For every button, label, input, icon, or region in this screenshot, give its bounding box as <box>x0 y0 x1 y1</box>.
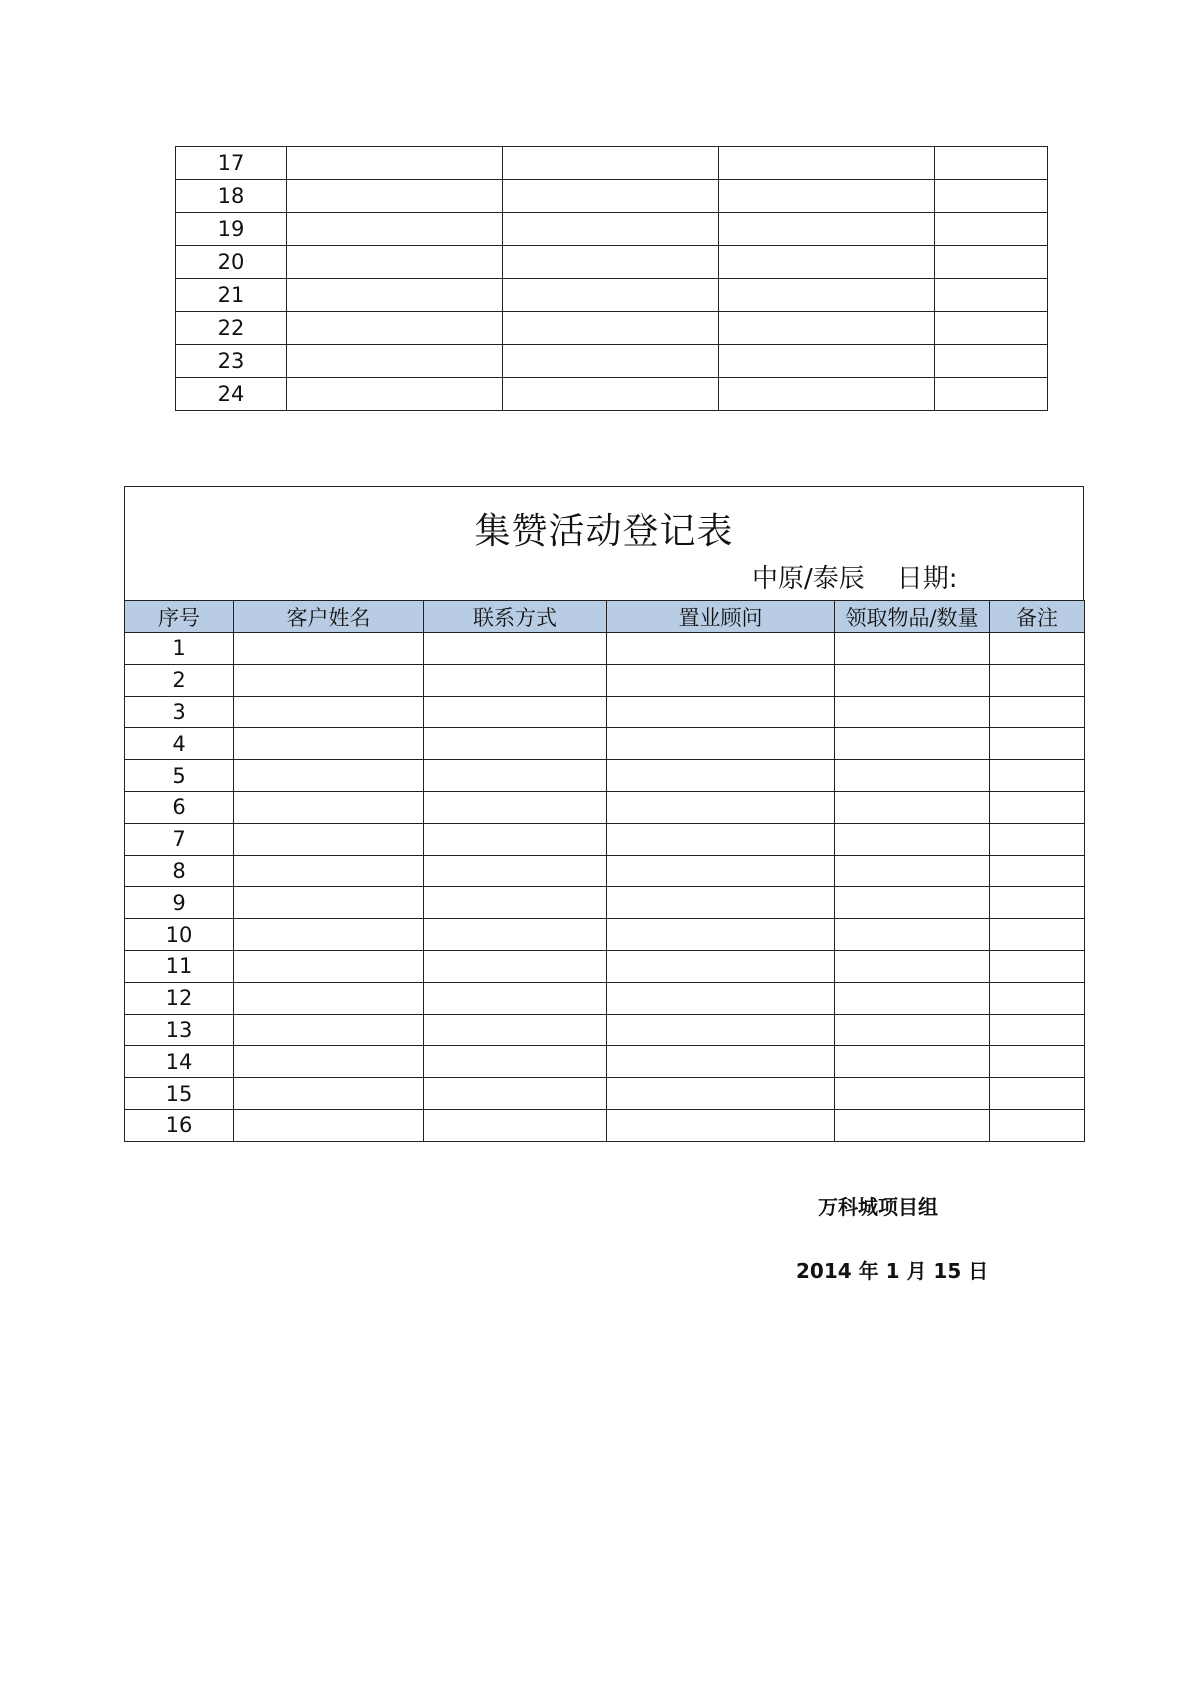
form-subtitle <box>752 558 958 595</box>
table-row <box>125 696 1085 728</box>
table-cell[interactable] <box>424 760 607 792</box>
table-cell[interactable] <box>607 1014 835 1046</box>
table-cell[interactable] <box>234 1014 424 1046</box>
table-cell[interactable] <box>835 919 990 951</box>
table-cell[interactable] <box>234 950 424 982</box>
row-number: 13 <box>125 1014 234 1046</box>
registration-form <box>124 486 1084 1142</box>
table-cell[interactable] <box>835 982 990 1014</box>
table-row <box>125 950 1085 982</box>
table-row <box>176 246 1048 279</box>
table-cell[interactable] <box>719 345 935 378</box>
table-row <box>125 760 1085 792</box>
table-cell[interactable] <box>234 982 424 1014</box>
row-number: 9 <box>125 887 234 919</box>
row-number: 17 <box>176 147 287 180</box>
table-cell[interactable] <box>424 950 607 982</box>
col-header-index: 序号 <box>125 601 234 633</box>
table-cell[interactable] <box>990 1046 1085 1078</box>
table-cell[interactable] <box>835 1109 990 1141</box>
table-cell[interactable] <box>835 1014 990 1046</box>
table-cell[interactable] <box>424 728 607 760</box>
header-row <box>125 601 1085 633</box>
table-cell[interactable] <box>503 312 719 345</box>
table-cell[interactable] <box>990 950 1085 982</box>
table-row <box>125 855 1085 887</box>
table-cell[interactable] <box>990 855 1085 887</box>
form-header <box>124 486 1084 600</box>
table-cell[interactable] <box>935 246 1048 279</box>
table-cell[interactable] <box>234 1078 424 1110</box>
col-header-remarks: 备注 <box>990 601 1085 633</box>
table-cell[interactable] <box>835 760 990 792</box>
table-cell[interactable] <box>424 855 607 887</box>
row-number: 10 <box>125 919 234 951</box>
table-cell[interactable] <box>990 1078 1085 1110</box>
row-number: 21 <box>176 279 287 312</box>
table-row <box>176 312 1048 345</box>
table-cell[interactable] <box>719 312 935 345</box>
table-cell[interactable] <box>719 213 935 246</box>
table-cell[interactable] <box>835 1046 990 1078</box>
row-number: 11 <box>125 950 234 982</box>
table-cell[interactable] <box>607 919 835 951</box>
table-cell[interactable] <box>234 696 424 728</box>
table-row <box>125 887 1085 919</box>
row-number: 24 <box>176 378 287 411</box>
table-cell[interactable] <box>990 760 1085 792</box>
table-row <box>125 791 1085 823</box>
row-number: 3 <box>125 696 234 728</box>
table-cell[interactable] <box>424 919 607 951</box>
table-cell[interactable] <box>424 696 607 728</box>
agency-label: 中原/泰辰 <box>752 564 865 594</box>
col-header-items-quantity: 领取物品/数量 <box>835 601 990 633</box>
table-cell[interactable] <box>607 1109 835 1141</box>
table-cell[interactable] <box>990 823 1085 855</box>
table-row <box>176 147 1048 180</box>
table-cell[interactable] <box>607 823 835 855</box>
table-cell[interactable] <box>424 1014 607 1046</box>
table-cell[interactable] <box>835 728 990 760</box>
table-cell[interactable] <box>607 982 835 1014</box>
table-cell[interactable] <box>990 696 1085 728</box>
col-header-consultant: 置业顾问 <box>607 601 835 633</box>
row-number: 6 <box>125 791 234 823</box>
table-cell[interactable] <box>287 312 503 345</box>
table-cell[interactable] <box>287 147 503 180</box>
table-cell[interactable] <box>234 887 424 919</box>
row-number: 4 <box>125 728 234 760</box>
table-cell[interactable] <box>935 213 1048 246</box>
table-cell[interactable] <box>287 213 503 246</box>
table-cell[interactable] <box>287 279 503 312</box>
table-row <box>125 982 1085 1014</box>
row-number: 16 <box>125 1109 234 1141</box>
table-cell[interactable] <box>234 760 424 792</box>
table-cell[interactable] <box>835 696 990 728</box>
table-cell[interactable] <box>607 1046 835 1078</box>
row-number: 20 <box>176 246 287 279</box>
table-row <box>176 279 1048 312</box>
table-cell[interactable] <box>503 378 719 411</box>
table-row <box>125 823 1085 855</box>
table-cell[interactable] <box>234 823 424 855</box>
table-cell[interactable] <box>424 1109 607 1141</box>
table-cell[interactable] <box>719 378 935 411</box>
table-cell[interactable] <box>935 345 1048 378</box>
table-cell[interactable] <box>835 664 990 696</box>
table-cell[interactable] <box>719 279 935 312</box>
table-cell[interactable] <box>835 791 990 823</box>
table-cell[interactable] <box>424 982 607 1014</box>
table-cell[interactable] <box>935 147 1048 180</box>
registration-table <box>124 600 1085 1142</box>
table-cell[interactable] <box>835 633 990 665</box>
table-cell[interactable] <box>990 982 1085 1014</box>
table-cell[interactable] <box>234 664 424 696</box>
table-cell[interactable] <box>234 1046 424 1078</box>
table-cell[interactable] <box>234 1109 424 1141</box>
table-cell[interactable] <box>503 180 719 213</box>
table-row <box>125 1109 1085 1141</box>
row-number: 14 <box>125 1046 234 1078</box>
table-cell[interactable] <box>607 696 835 728</box>
table-cell[interactable] <box>835 887 990 919</box>
table-cell[interactable] <box>424 791 607 823</box>
table-row <box>125 633 1085 665</box>
table-cell[interactable] <box>835 1078 990 1110</box>
table-cell[interactable] <box>424 633 607 665</box>
table-cell[interactable] <box>503 213 719 246</box>
table-cell[interactable] <box>990 633 1085 665</box>
table-cell[interactable] <box>287 378 503 411</box>
form-title: 集赞活动登记表 <box>474 511 734 552</box>
table-cell[interactable] <box>424 1046 607 1078</box>
continuation-table <box>175 146 1048 411</box>
table-row <box>176 180 1048 213</box>
table-cell[interactable] <box>287 246 503 279</box>
row-number: 22 <box>176 312 287 345</box>
table-cell[interactable] <box>503 345 719 378</box>
row-number: 23 <box>176 345 287 378</box>
table-cell[interactable] <box>990 887 1085 919</box>
table-cell[interactable] <box>990 664 1085 696</box>
col-header-customer-name: 客户姓名 <box>234 601 424 633</box>
table-cell[interactable] <box>719 180 935 213</box>
table-row <box>125 1078 1085 1110</box>
table-cell[interactable] <box>607 664 835 696</box>
table-row <box>125 919 1085 951</box>
row-number: 8 <box>125 855 234 887</box>
table-cell[interactable] <box>287 345 503 378</box>
table-cell[interactable] <box>234 791 424 823</box>
row-number: 18 <box>176 180 287 213</box>
table-cell[interactable] <box>835 823 990 855</box>
col-header-contact: 联系方式 <box>424 601 607 633</box>
table-cell[interactable] <box>503 246 719 279</box>
table-cell[interactable] <box>424 887 607 919</box>
table-row <box>125 1014 1085 1046</box>
table-cell[interactable] <box>607 950 835 982</box>
table-cell[interactable] <box>287 180 503 213</box>
table-row <box>176 345 1048 378</box>
row-number: 12 <box>125 982 234 1014</box>
organization-name: 万科城项目组 <box>818 1195 938 1219</box>
table-cell[interactable] <box>607 760 835 792</box>
table-row <box>125 728 1085 760</box>
table-cell[interactable] <box>935 312 1048 345</box>
table-cell[interactable] <box>234 919 424 951</box>
table-cell[interactable] <box>607 887 835 919</box>
footer-date: 2014 年 1 月 15 日 <box>796 1259 989 1283</box>
table-cell[interactable] <box>835 950 990 982</box>
table-cell[interactable] <box>990 1109 1085 1141</box>
table-cell[interactable] <box>990 919 1085 951</box>
table-cell[interactable] <box>424 1078 607 1110</box>
continuation-table-body <box>176 147 1048 411</box>
table-cell[interactable] <box>935 279 1048 312</box>
table-cell[interactable] <box>234 633 424 665</box>
row-number: 5 <box>125 760 234 792</box>
date-label: 日期: <box>896 564 958 594</box>
table-cell[interactable] <box>234 855 424 887</box>
table-cell[interactable] <box>607 791 835 823</box>
table-cell[interactable] <box>234 728 424 760</box>
table-cell[interactable] <box>935 180 1048 213</box>
table-cell[interactable] <box>835 855 990 887</box>
table-cell[interactable] <box>935 378 1048 411</box>
table-row <box>125 1046 1085 1078</box>
registration-table-body <box>125 633 1085 1142</box>
row-number: 15 <box>125 1078 234 1110</box>
table-cell[interactable] <box>424 664 607 696</box>
row-number: 1 <box>125 633 234 665</box>
table-cell[interactable] <box>607 633 835 665</box>
table-cell[interactable] <box>607 855 835 887</box>
table-cell[interactable] <box>607 728 835 760</box>
table-cell[interactable] <box>503 147 719 180</box>
row-number: 7 <box>125 823 234 855</box>
table-cell[interactable] <box>503 279 719 312</box>
table-cell[interactable] <box>719 147 935 180</box>
row-number: 19 <box>176 213 287 246</box>
table-row <box>176 378 1048 411</box>
table-row <box>125 664 1085 696</box>
table-cell[interactable] <box>607 1078 835 1110</box>
table-cell[interactable] <box>719 246 935 279</box>
table-cell[interactable] <box>990 791 1085 823</box>
table-cell[interactable] <box>990 728 1085 760</box>
row-number: 2 <box>125 664 234 696</box>
table-row <box>176 213 1048 246</box>
table-cell[interactable] <box>990 1014 1085 1046</box>
table-cell[interactable] <box>424 823 607 855</box>
